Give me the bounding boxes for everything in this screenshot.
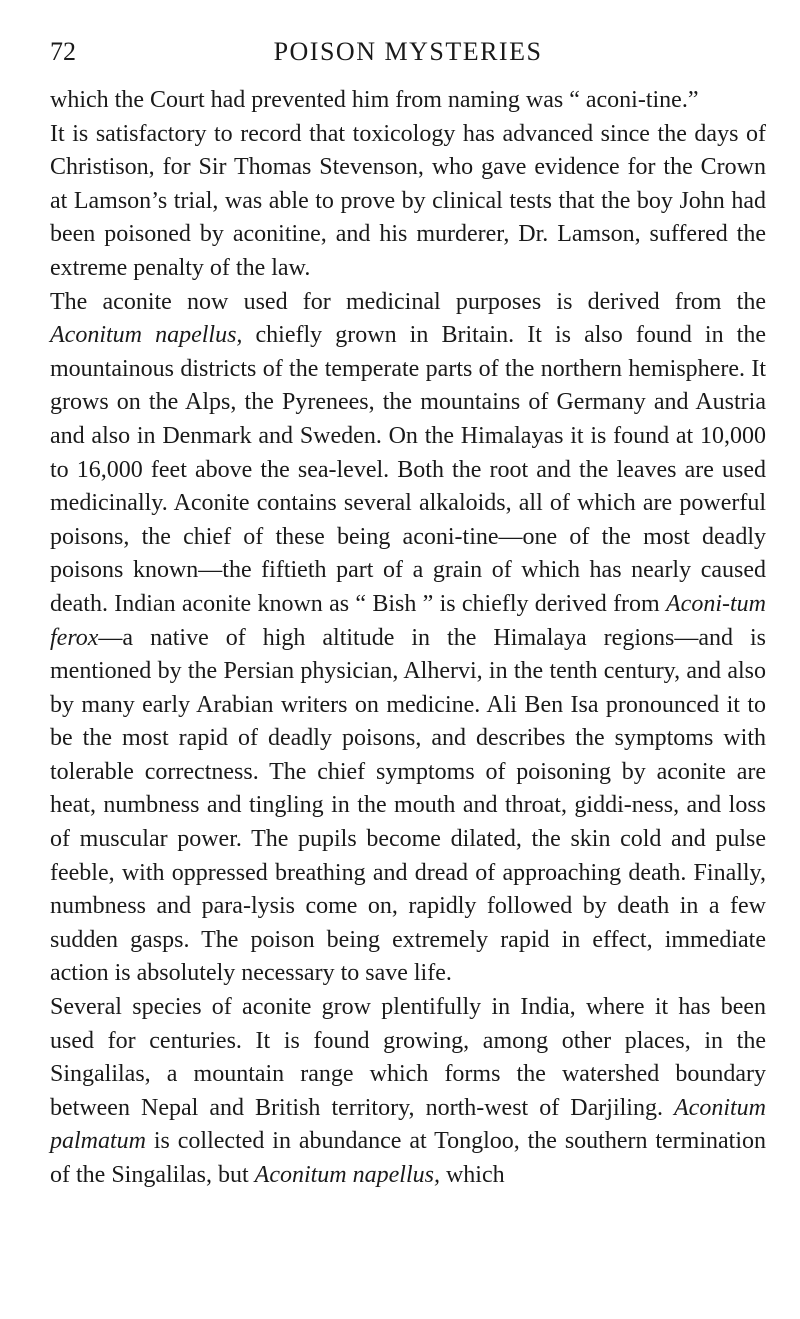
running-head (50, 32, 766, 72)
page-number: 72 (50, 37, 76, 66)
text-segment: is collected in abundance at Tongloo, the southern termination of the Singalilas, but (50, 1128, 766, 1188)
italic-text: Aconitum palmatum (50, 1094, 766, 1155)
paragraph (50, 991, 766, 1193)
text-segment: chiefly grown in Britain. It is also found in the mountainous districts of the temperate parts of the northern hemisphere. It grows on the Alps, the Pyrenees, the mountains of Germany and Austria and also in Denmark and Sweden. On the Himalayas it is found at 10,000 to 16,000 feet above the sea-level. Both the root and the leaves are used medicinally. Aconite contains several alkaloids, all of which are powerful poisons, the chief of these being aconi-tine—one of the most deadly poisons known—the fiftieth part of a grain of which has nearly caused death. Indian aconite known as “ Bish ” is chiefly derived from (50, 322, 767, 617)
italic-text: Aconitum napellus, (50, 322, 243, 349)
text-segment: Several species of aconite grow plentifully in India, where it has been used for centuries. It is found growing, among other places, in the Singalilas, a mountain range which forms the watershed boundary between Nepal and British territory, north-west of Darjiling. (50, 994, 766, 1121)
text-segment: which the Court had prevented him from naming was “ aconi-tine.” (50, 87, 699, 113)
text-segment: which (439, 1162, 505, 1188)
text-segment: The aconite now used for medicinal purposes is derived from the (50, 288, 766, 315)
text-segment: —a native of high altitude in the Himalaya regions—and is mentioned by the Persian physician, Alhervi, in the tenth century, and also by many early Arabian writers on medicine. Ali Ben Isa pronounced it to be the most rapid of deadly poisons, and describes the symptoms with tolerable correctness. The chief symptoms of poisoning by aconite are heat, numbness and tingling in the mouth and throat, giddi-ness, and loss of muscular power. The pupils become dilated, the skin cold and pulse feeble, with oppressed breathing and dread of approaching death. Finally, numbness and para-lysis come on, rapidly followed by death in a few sudden gasps. The poison being extremely rapid in effect, immediate action is absolutely necessary to save life. (50, 624, 766, 987)
italic-text: Aconi-tum ferox (50, 590, 766, 651)
body-text (50, 84, 766, 1193)
text-segment: It is satisfactory to record that toxicology has advanced since the days of Christison, for Sir Thomas Stevenson, who gave evidence for the Crown at Lamson’s trial, was able to prove by clinical tests that the boy John had been poisoned by aconitine, and his murderer, Dr. Lamson, suffered the extreme penalty of the law. (50, 120, 766, 281)
running-title: POISON MYSTERIES (273, 37, 543, 66)
paragraph (50, 118, 766, 286)
paragraph (50, 286, 766, 991)
italic-text: Aconitum napellus, (254, 1162, 440, 1188)
paragraph (50, 84, 766, 118)
